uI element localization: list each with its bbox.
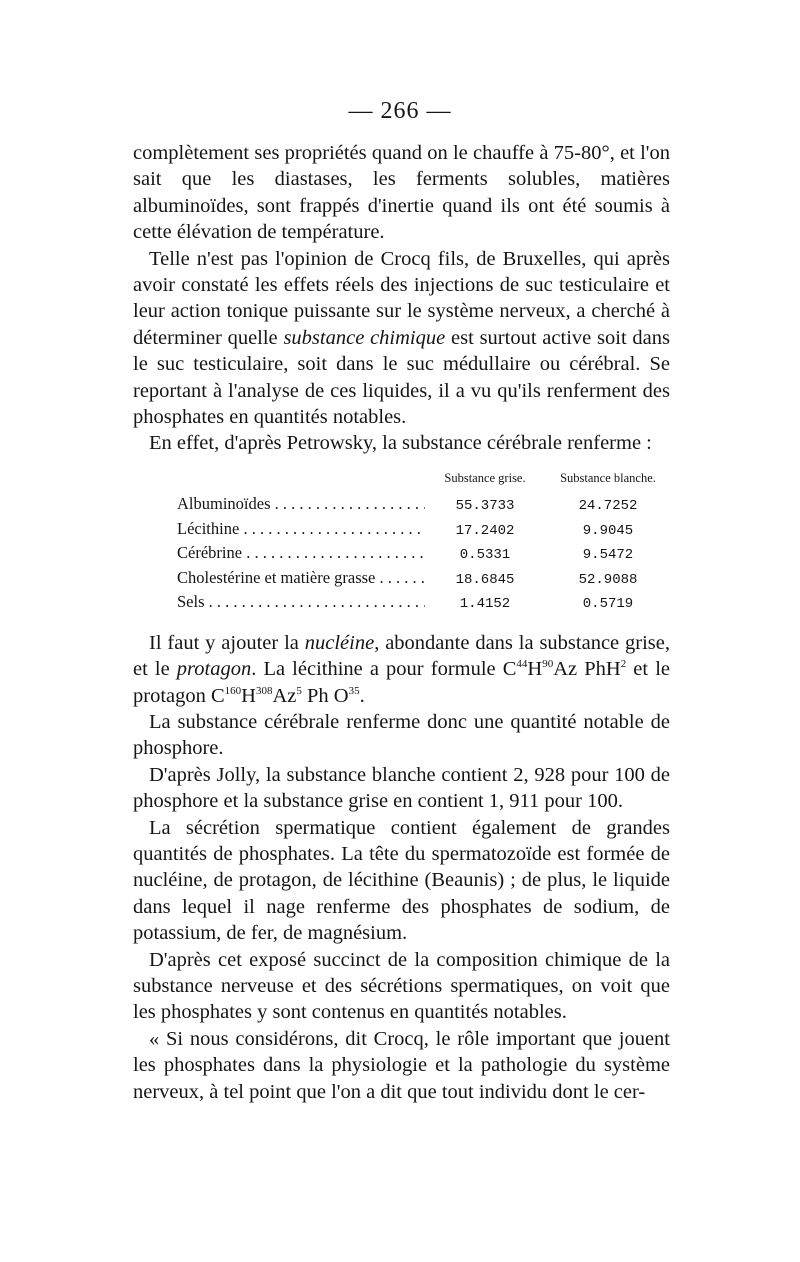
table-row bbox=[177, 518, 671, 543]
paragraph-8: D'après cet exposé succinct de la composition chimique de la substance nerveuse et des sécrétions spermatiques, on voit que les phosphates y sont contenus en quantités notables. bbox=[133, 948, 670, 1024]
emphasis-substance-chimique: substance chimique bbox=[283, 326, 446, 349]
paragraph-4: Il faut y ajouter la nucléine, abondante dans la substance grise, et le protagon. La lécithine a pour formule $C^{44}H^{90}Az$ PhH$^2$ et le protagon $C^{160}H^{308}Az^5$ Ph $O^{35}$. bbox=[133, 631, 670, 707]
paragraph-9: « Si nous considérons, dit Crocq, le rôle important que jouent les phosphates dans la physiologie et la pathologie du système nerveux, à tel point que l'on a dit que tout individu dont le cer- bbox=[133, 1027, 670, 1103]
body-text bbox=[133, 140, 670, 1105]
row-label: Cholestérine et matière grasse . . . bbox=[177, 567, 425, 589]
value-blanche: 52.9088 bbox=[578, 571, 638, 588]
emphasis-nucleine: nucléine bbox=[304, 631, 375, 654]
emphasis-protagon: protagon bbox=[176, 658, 252, 681]
paragraph-7: La sécrétion spermatique contient également de grandes quantités de phosphates. La tête du spermatozoïde est formée de nucléine, de protagon, de lécithine (Beaunis) ; de plus, le liquide dans lequel il nage renferme des phosphates de sodium, de potassium, de fer, de magnésium. bbox=[133, 816, 670, 945]
row-label: Lécithine . . . bbox=[177, 518, 425, 540]
table-header bbox=[177, 465, 671, 491]
paragraph-3: En effet, d'après Petrowsky, la substance cérébrale renferme : bbox=[149, 432, 652, 455]
value-blanche: 9.5472 bbox=[582, 547, 634, 564]
header-substance-blanche: Substance blanche. bbox=[560, 470, 656, 485]
header-substance-grise: Substance grise. bbox=[444, 470, 526, 485]
paragraph-5: La substance cérébrale renferme donc une quantité notable de phosphore. bbox=[133, 711, 670, 760]
value-grise: 18.6845 bbox=[455, 571, 515, 588]
value-grise: 55.3733 bbox=[455, 498, 515, 515]
paragraph-2: Telle n'est pas l'opinion de Crocq fils, de Bruxelles, qui après avoir constaté les effets réels des injections de suc testiculaire et leur action tonique puissante sur le système nerveux, a cherché à déterminer quelle substance chimique est surtout active soit dans le suc testiculaire, soit dans le suc médullaire ou cérébral. Se reportant à l'analyse de ces liquides, il a vu qu'ils renferment des phosphates en quantités notables. bbox=[133, 247, 670, 429]
row-label: Cérébrine . . . bbox=[177, 542, 425, 564]
paragraph-1: complètement ses propriétés quand on le chauffe à 75-80°, et l'on sait que les diastases, les ferments solubles, matières albuminoïdes, sont frappés d'inertie quand ils ont été soumis à cette élévation de température. bbox=[133, 142, 670, 244]
table-row bbox=[177, 591, 671, 616]
paragraph-6: D'après Jolly, la substance blanche contient 2, 928 pour 100 de phosphore et la substance grise en contient 1, 911 pour 100. bbox=[133, 763, 670, 813]
value-blanche: 0.5719 bbox=[582, 596, 634, 613]
composition-table bbox=[177, 465, 671, 616]
table-row bbox=[177, 567, 671, 592]
table-row bbox=[177, 493, 671, 518]
value-grise: 1.4152 bbox=[459, 596, 511, 613]
value-grise: 0.5331 bbox=[459, 547, 511, 564]
value-grise: 17.2402 bbox=[455, 522, 515, 539]
row-label: Sels . . . bbox=[177, 591, 425, 613]
page-number: — 266 — bbox=[348, 98, 452, 124]
table-row bbox=[177, 542, 671, 567]
value-blanche: 24.7252 bbox=[578, 498, 638, 515]
row-label: Albuminoïdes . . . bbox=[177, 493, 425, 515]
value-blanche: 9.9045 bbox=[582, 522, 634, 539]
